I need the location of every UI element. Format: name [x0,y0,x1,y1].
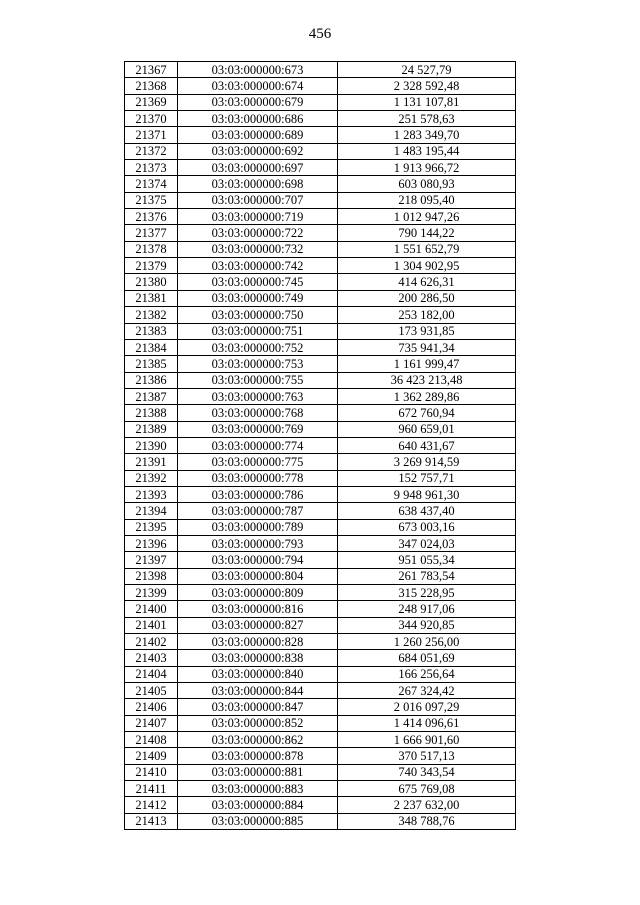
table-row [125,127,516,143]
table-row [125,241,516,257]
cadastral-number-cell: 03:03:000000:883 [178,781,338,797]
row-number-cell: 21408 [125,732,178,748]
row-number-cell: 21374 [125,176,178,192]
row-number-cell: 21381 [125,290,178,306]
value-cell: 960 659,01 [338,421,516,437]
cadastral-number-cell: 03:03:000000:881 [178,764,338,780]
page-number: 456 [308,26,332,42]
row-number-cell: 21390 [125,437,178,453]
row-number-cell: 21382 [125,307,178,323]
value-cell: 1 283 349,70 [338,127,516,143]
value-cell: 740 343,54 [338,764,516,780]
row-number-cell: 21407 [125,715,178,731]
value-cell: 24 527,79 [338,62,516,78]
value-cell: 248 917,06 [338,601,516,617]
table-row [125,437,516,453]
row-number-cell: 21401 [125,617,178,633]
cadastral-number-cell: 03:03:000000:686 [178,111,338,127]
row-number-cell: 21392 [125,470,178,486]
row-number-cell: 21389 [125,421,178,437]
table-row [125,666,516,682]
table-row [125,813,516,829]
cadastral-number-cell: 03:03:000000:862 [178,732,338,748]
value-cell: 684 051,69 [338,650,516,666]
value-cell: 1 161 999,47 [338,356,516,372]
table-row [125,323,516,339]
cadastral-number-cell: 03:03:000000:838 [178,650,338,666]
value-cell: 1 913 966,72 [338,160,516,176]
cadastral-number-cell: 03:03:000000:679 [178,94,338,110]
row-number-cell: 21384 [125,339,178,355]
row-number-cell: 21409 [125,748,178,764]
cadastral-number-cell: 03:03:000000:751 [178,323,338,339]
table-row [125,258,516,274]
table-row [125,503,516,519]
table-row [125,470,516,486]
table-body [125,62,516,830]
row-number-cell: 21380 [125,274,178,290]
cadastral-number-cell: 03:03:000000:844 [178,683,338,699]
cadastral-number-cell: 03:03:000000:828 [178,634,338,650]
cadastral-number-cell: 03:03:000000:752 [178,339,338,355]
table-row [125,372,516,388]
cadastral-number-cell: 03:03:000000:775 [178,454,338,470]
cadastral-number-cell: 03:03:000000:852 [178,715,338,731]
cadastral-number-cell: 03:03:000000:755 [178,372,338,388]
table-row [125,552,516,568]
value-cell: 1 012 947,26 [338,209,516,225]
row-number-cell: 21368 [125,78,178,94]
value-cell: 1 131 107,81 [338,94,516,110]
row-number-cell: 21405 [125,683,178,699]
cadastral-number-cell: 03:03:000000:827 [178,617,338,633]
row-number-cell: 21413 [125,813,178,829]
row-number-cell: 21385 [125,356,178,372]
row-number-cell: 21398 [125,568,178,584]
table-row [125,307,516,323]
value-cell: 790 144,22 [338,225,516,241]
value-cell: 166 256,64 [338,666,516,682]
table-row [125,568,516,584]
value-cell: 218 095,40 [338,192,516,208]
cadastral-number-cell: 03:03:000000:732 [178,241,338,257]
value-cell: 603 080,93 [338,176,516,192]
cadastral-number-cell: 03:03:000000:786 [178,486,338,502]
table-row [125,209,516,225]
value-cell: 3 269 914,59 [338,454,516,470]
value-cell: 1 304 902,95 [338,258,516,274]
row-number-cell: 21396 [125,535,178,551]
value-cell: 251 578,63 [338,111,516,127]
value-cell: 640 431,67 [338,437,516,453]
table-row [125,421,516,437]
cadastral-number-cell: 03:03:000000:847 [178,699,338,715]
data-table [124,61,516,830]
row-number-cell: 21403 [125,650,178,666]
value-cell: 253 182,00 [338,307,516,323]
row-number-cell: 21395 [125,519,178,535]
table-row [125,535,516,551]
value-cell: 638 437,40 [338,503,516,519]
row-number-cell: 21394 [125,503,178,519]
cadastral-number-cell: 03:03:000000:763 [178,388,338,404]
table-row [125,454,516,470]
cadastral-number-cell: 03:03:000000:698 [178,176,338,192]
cadastral-number-cell: 03:03:000000:793 [178,535,338,551]
value-cell: 673 003,16 [338,519,516,535]
cadastral-number-cell: 03:03:000000:804 [178,568,338,584]
cadastral-number-cell: 03:03:000000:689 [178,127,338,143]
value-cell: 36 423 213,48 [338,372,516,388]
table-row [125,748,516,764]
row-number-cell: 21379 [125,258,178,274]
value-cell: 1 362 289,86 [338,388,516,404]
value-cell: 9 948 961,30 [338,486,516,502]
cadastral-number-cell: 03:03:000000:778 [178,470,338,486]
row-number-cell: 21375 [125,192,178,208]
cadastral-number-cell: 03:03:000000:840 [178,666,338,682]
cadastral-number-cell: 03:03:000000:707 [178,192,338,208]
cadastral-number-cell: 03:03:000000:674 [178,78,338,94]
value-cell: 173 931,85 [338,323,516,339]
value-cell: 2 237 632,00 [338,797,516,813]
table-row [125,601,516,617]
row-number-cell: 21411 [125,781,178,797]
row-number-cell: 21397 [125,552,178,568]
row-number-cell: 21387 [125,388,178,404]
table-row [125,585,516,601]
row-number-cell: 21399 [125,585,178,601]
table-row [125,634,516,650]
cadastral-number-cell: 03:03:000000:768 [178,405,338,421]
row-number-cell: 21372 [125,143,178,159]
row-number-cell: 21370 [125,111,178,127]
row-number-cell: 21391 [125,454,178,470]
value-cell: 315 228,95 [338,585,516,601]
cadastral-number-cell: 03:03:000000:750 [178,307,338,323]
cadastral-number-cell: 03:03:000000:719 [178,209,338,225]
table-row [125,699,516,715]
cadastral-number-cell: 03:03:000000:753 [178,356,338,372]
cadastral-number-cell: 03:03:000000:722 [178,225,338,241]
cadastral-number-cell: 03:03:000000:885 [178,813,338,829]
value-cell: 735 941,34 [338,339,516,355]
cadastral-number-cell: 03:03:000000:742 [178,258,338,274]
table-row [125,781,516,797]
row-number-cell: 21412 [125,797,178,813]
row-number-cell: 21367 [125,62,178,78]
value-cell: 2 328 592,48 [338,78,516,94]
table-row [125,797,516,813]
value-cell: 348 788,76 [338,813,516,829]
row-number-cell: 21377 [125,225,178,241]
value-cell: 675 769,08 [338,781,516,797]
row-number-cell: 21386 [125,372,178,388]
value-cell: 200 286,50 [338,290,516,306]
table-row [125,715,516,731]
value-cell: 267 324,42 [338,683,516,699]
cadastral-number-cell: 03:03:000000:749 [178,290,338,306]
row-number-cell: 21400 [125,601,178,617]
cadastral-number-cell: 03:03:000000:774 [178,437,338,453]
table-row [125,405,516,421]
cadastral-number-cell: 03:03:000000:878 [178,748,338,764]
value-cell: 1 666 901,60 [338,732,516,748]
value-cell: 414 626,31 [338,274,516,290]
value-cell: 672 760,94 [338,405,516,421]
row-number-cell: 21406 [125,699,178,715]
table-row [125,617,516,633]
table-row [125,78,516,94]
table-row [125,225,516,241]
value-cell: 1 483 195,44 [338,143,516,159]
table-row [125,111,516,127]
table-row [125,290,516,306]
row-number-cell: 21410 [125,764,178,780]
row-number-cell: 21404 [125,666,178,682]
table-row [125,274,516,290]
cadastral-number-cell: 03:03:000000:673 [178,62,338,78]
cadastral-number-cell: 03:03:000000:789 [178,519,338,535]
cadastral-number-cell: 03:03:000000:697 [178,160,338,176]
value-cell: 261 783,54 [338,568,516,584]
cadastral-number-cell: 03:03:000000:745 [178,274,338,290]
value-cell: 1 260 256,00 [338,634,516,650]
table-row [125,519,516,535]
value-cell: 951 055,34 [338,552,516,568]
row-number-cell: 21373 [125,160,178,176]
value-cell: 1 551 652,79 [338,241,516,257]
row-number-cell: 21393 [125,486,178,502]
table-row [125,143,516,159]
cadastral-number-cell: 03:03:000000:884 [178,797,338,813]
table-row [125,62,516,78]
cadastral-number-cell: 03:03:000000:692 [178,143,338,159]
table-row [125,486,516,502]
row-number-cell: 21369 [125,94,178,110]
cadastral-number-cell: 03:03:000000:816 [178,601,338,617]
value-cell: 370 517,13 [338,748,516,764]
table-row [125,160,516,176]
value-cell: 347 024,03 [338,535,516,551]
table-row [125,683,516,699]
value-cell: 344 920,85 [338,617,516,633]
table-row [125,388,516,404]
row-number-cell: 21383 [125,323,178,339]
table-row [125,94,516,110]
row-number-cell: 21402 [125,634,178,650]
value-cell: 1 414 096,61 [338,715,516,731]
table-row [125,192,516,208]
cadastral-number-cell: 03:03:000000:769 [178,421,338,437]
row-number-cell: 21371 [125,127,178,143]
cadastral-number-cell: 03:03:000000:787 [178,503,338,519]
row-number-cell: 21378 [125,241,178,257]
table-row [125,339,516,355]
value-cell: 2 016 097,29 [338,699,516,715]
row-number-cell: 21388 [125,405,178,421]
table-row [125,764,516,780]
value-cell: 152 757,71 [338,470,516,486]
table-row [125,732,516,748]
table-row [125,650,516,666]
cadastral-number-cell: 03:03:000000:794 [178,552,338,568]
cadastral-number-cell: 03:03:000000:809 [178,585,338,601]
table-row [125,176,516,192]
table-row [125,356,516,372]
row-number-cell: 21376 [125,209,178,225]
